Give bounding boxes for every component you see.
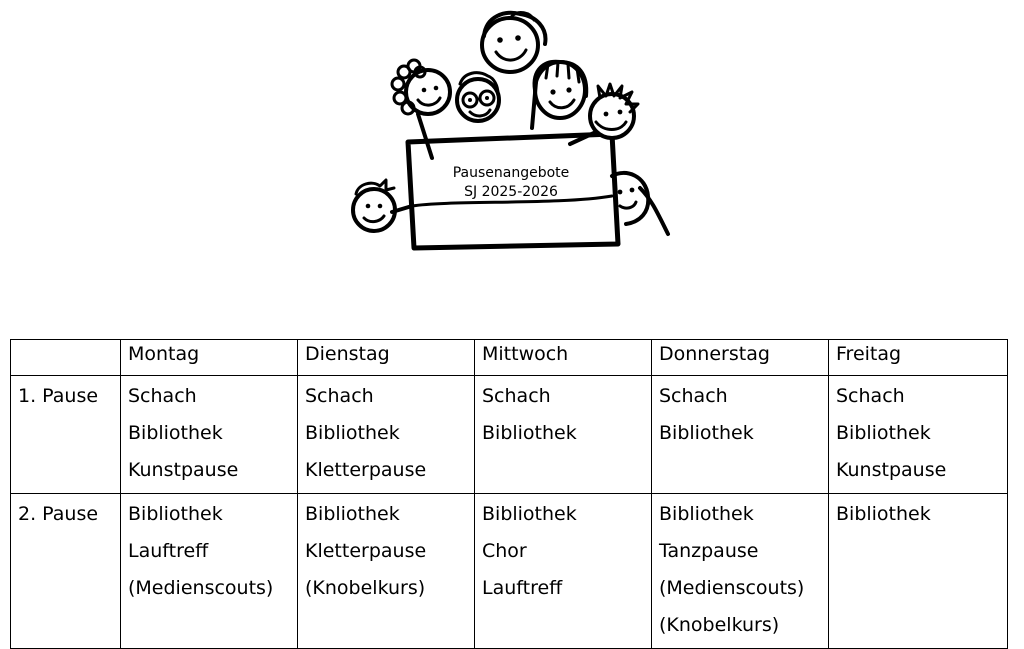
table-header-row (11, 340, 1008, 376)
activity-cell (475, 494, 652, 649)
activity: (Knobelkurs) (659, 614, 780, 636)
break-activities-table (10, 339, 1008, 649)
activity: Schach (659, 385, 728, 407)
day-header: Mittwoch (475, 340, 652, 376)
row-label: 2. Pause (11, 494, 121, 649)
activity: Schach (836, 385, 905, 407)
activity-cell (829, 376, 1008, 494)
activity: Kunstpause (128, 459, 239, 481)
activity: Kletterpause (305, 459, 427, 481)
table-row (11, 494, 1008, 649)
activity-cell (121, 376, 298, 494)
activity: Bibliothek (128, 503, 223, 525)
day-header: Dienstag (298, 340, 475, 376)
child-face-bottom-left (353, 180, 412, 231)
activity: Bibliothek (128, 422, 223, 444)
activity: Kunstpause (836, 459, 947, 481)
day-header: Freitag (829, 340, 1008, 376)
activity: Bibliothek (305, 422, 400, 444)
activity-cell (652, 494, 829, 649)
activity: Bibliothek (305, 503, 400, 525)
activity: (Knobelkurs) (305, 577, 426, 599)
table-row (11, 376, 1008, 494)
activity: (Medienscouts) (659, 577, 805, 599)
activity: Bibliothek (482, 503, 577, 525)
child-face-with-glasses (457, 73, 499, 121)
sign-school-year: SJ 2025-2026 (464, 184, 558, 200)
activity-cell (121, 494, 298, 649)
sign-title: Pausenangebote (452, 165, 570, 181)
children-holding-sign-illustration (340, 4, 680, 254)
activity: Bibliothek (659, 422, 754, 444)
activity: Bibliothek (659, 503, 754, 525)
sign-text (420, 164, 602, 202)
activity: Schach (305, 385, 374, 407)
activity: Bibliothek (836, 503, 931, 525)
day-header: Montag (121, 340, 298, 376)
activity: Bibliothek (836, 422, 931, 444)
activity-cell (829, 494, 1008, 649)
child-face-straight-hair (532, 62, 586, 128)
activity: Kletterpause (305, 540, 427, 562)
child-face-peeking-right (612, 173, 668, 234)
activity-cell (298, 376, 475, 494)
activity-cell (652, 376, 829, 494)
activity: Schach (128, 385, 197, 407)
activity: Bibliothek (482, 422, 577, 444)
activity-cell (298, 494, 475, 649)
child-face-top-center (482, 13, 545, 72)
activity: Chor (482, 540, 527, 562)
activity: Tanzpause (659, 540, 759, 562)
day-header: Donnerstag (652, 340, 829, 376)
activity: Lauftreff (482, 577, 563, 599)
row-label: 1. Pause (11, 376, 121, 494)
activity: (Medienscouts) (128, 577, 274, 599)
activity: Schach (482, 385, 551, 407)
activity-cell (475, 376, 652, 494)
corner-cell (11, 340, 121, 376)
activity: Lauftreff (128, 540, 209, 562)
